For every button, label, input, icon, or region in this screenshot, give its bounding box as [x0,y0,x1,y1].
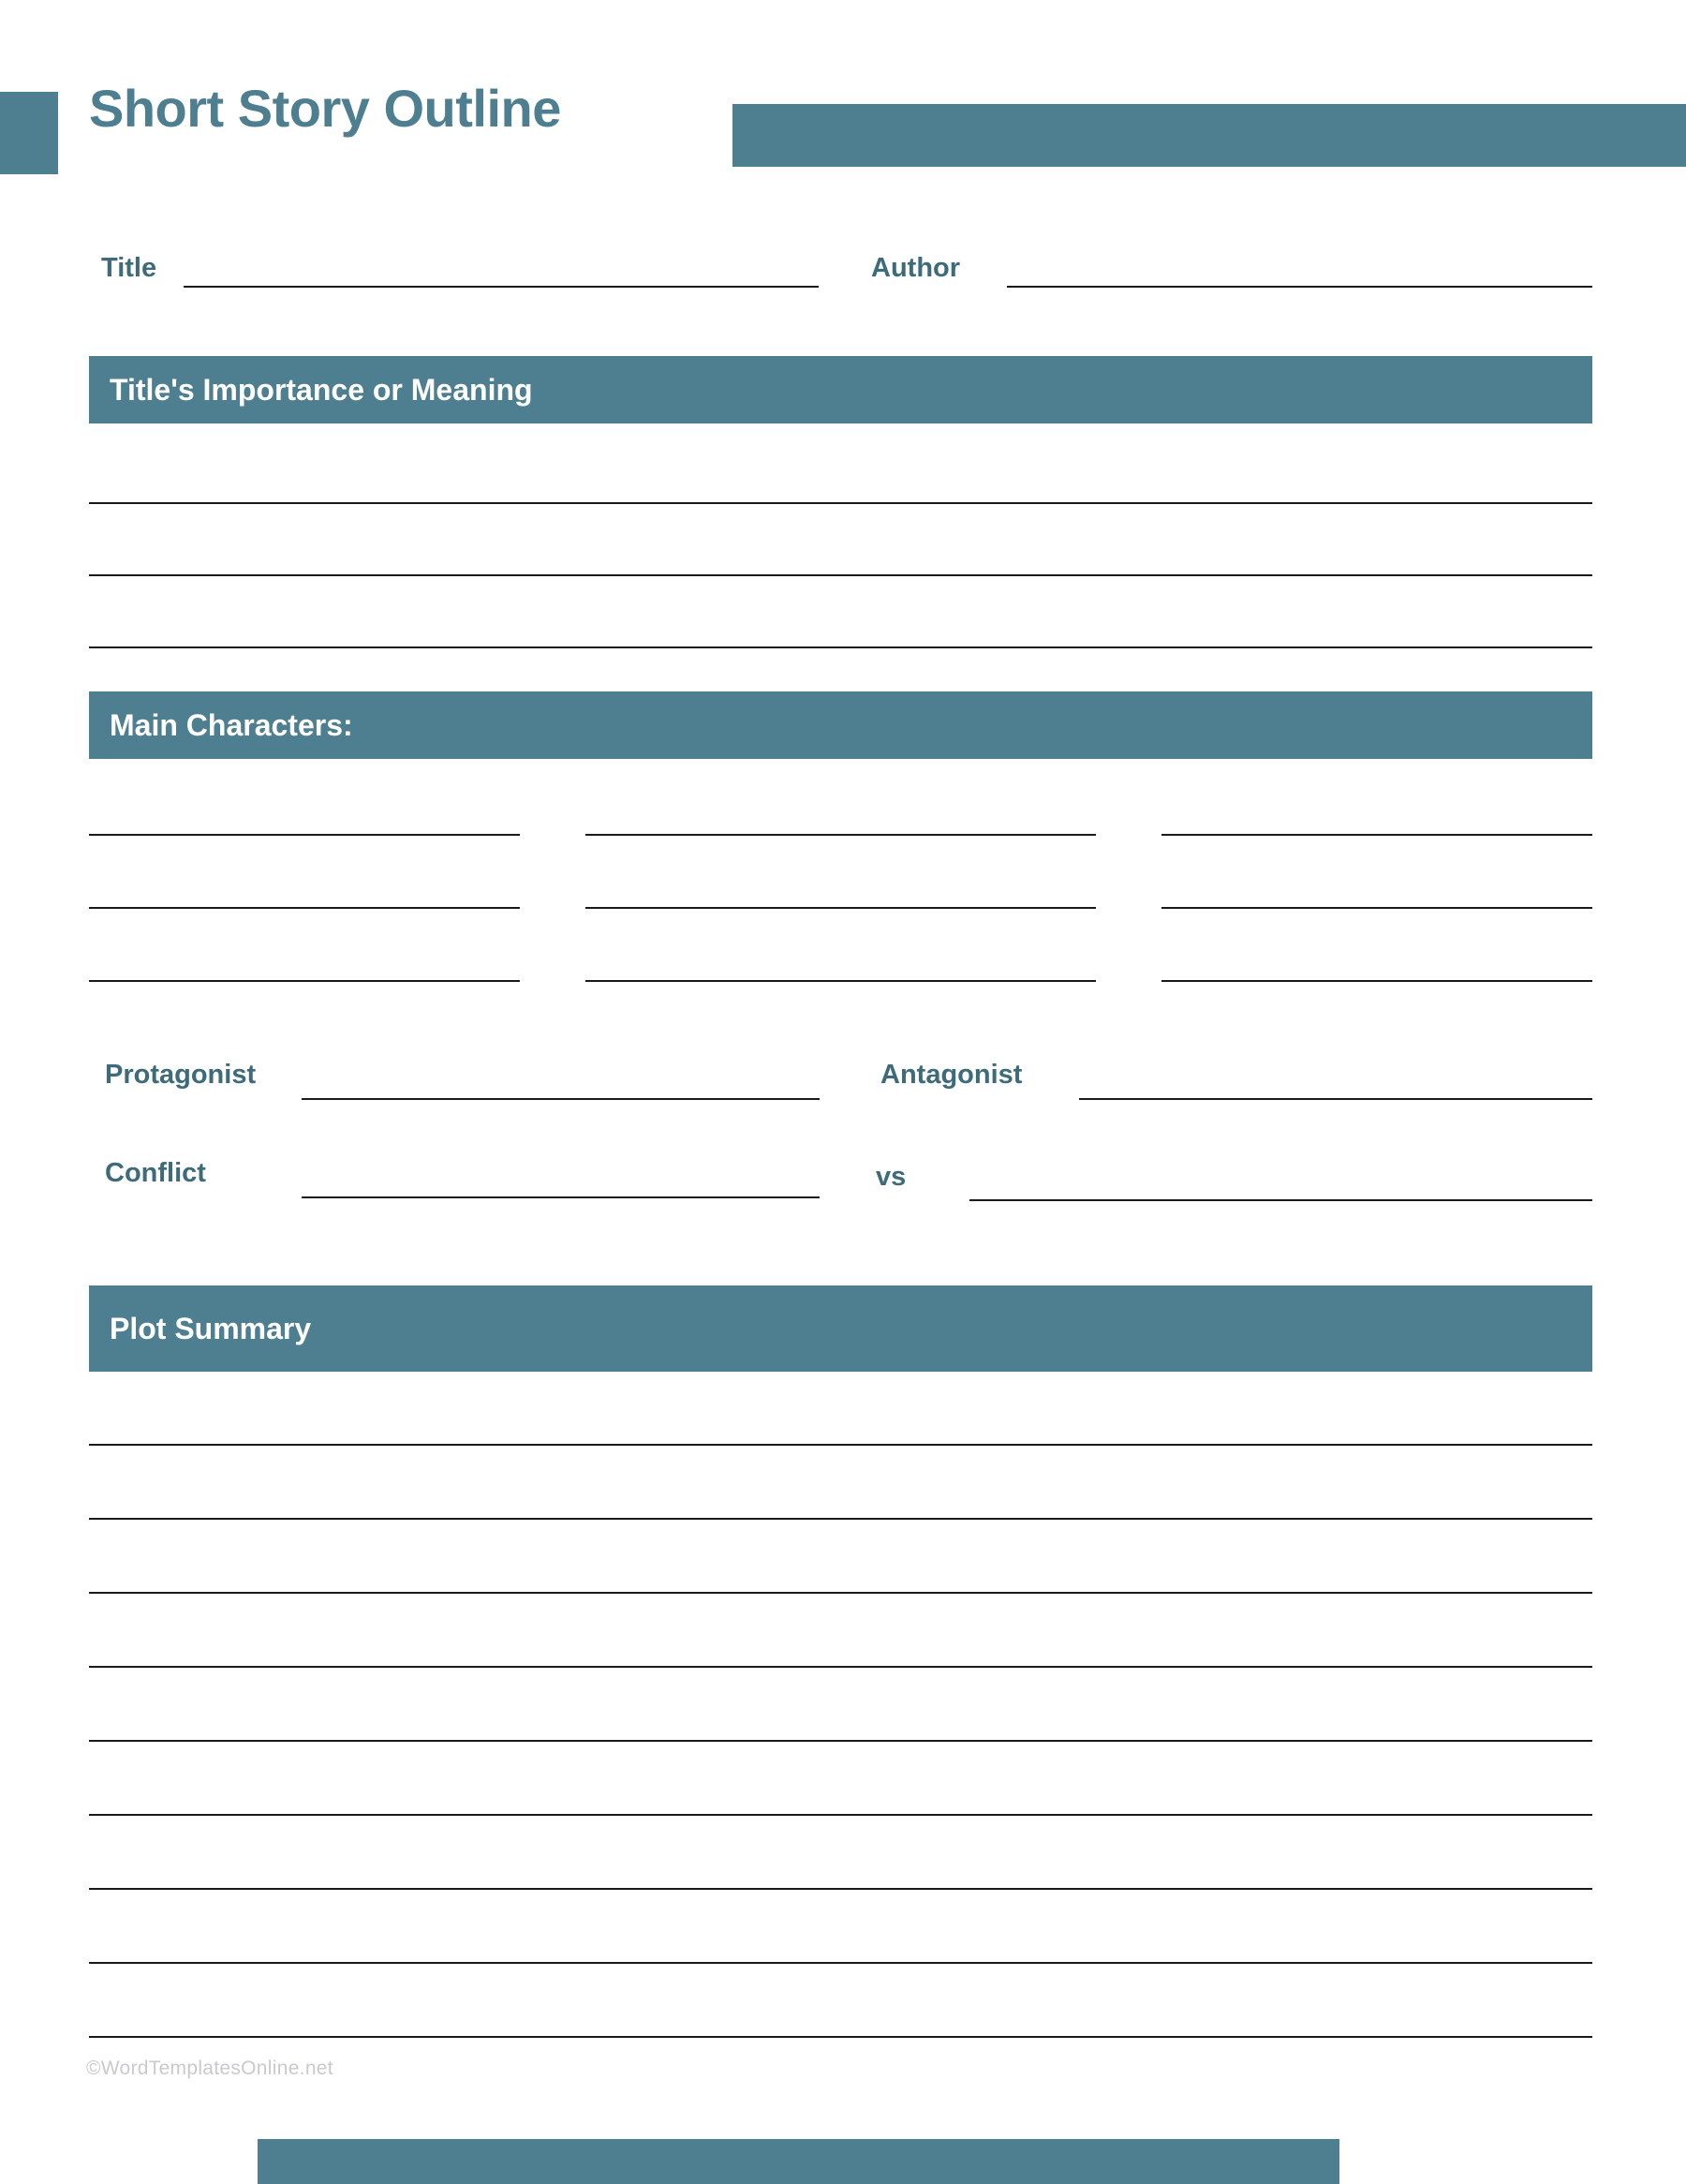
title-field-label: Title [101,253,157,283]
section-header-main-characters [89,691,1592,759]
title-importance-line-2[interactable] [89,574,1592,576]
vs-field-input[interactable] [969,1199,1592,1201]
conflict-field-label: Conflict [105,1158,206,1188]
character-line-r3c2[interactable] [585,980,1096,982]
plot-summary-line-3[interactable] [89,1592,1592,1594]
plot-summary-line-8[interactable] [89,1962,1592,1964]
title-importance-line-3[interactable] [89,646,1592,648]
section-header-plot-summary [89,1285,1592,1372]
footer-credit: ©WordTemplatesOnline.net [86,2058,333,2079]
character-line-r2c1[interactable] [89,907,520,909]
title-field-input[interactable] [184,286,819,288]
section-header-label: Title's Importance or Meaning [110,373,533,407]
header-accent-block-left [0,92,58,174]
author-field-label: Author [871,253,961,283]
character-line-r2c3[interactable] [1161,907,1592,909]
antagonist-field-label: Antagonist [880,1060,1023,1090]
title-importance-line-1[interactable] [89,502,1592,504]
plot-summary-line-2[interactable] [89,1518,1592,1520]
plot-summary-line-4[interactable] [89,1666,1592,1668]
section-header-title-importance [89,356,1592,423]
footer-accent-bar [258,2139,1339,2184]
section-header-label: Main Characters: [110,708,353,742]
page-title: Short Story Outline [89,79,561,138]
character-line-r3c3[interactable] [1161,980,1592,982]
vs-field-label: vs [876,1162,907,1192]
plot-summary-line-7[interactable] [89,1888,1592,1890]
section-header-label: Plot Summary [110,1312,312,1345]
character-line-r3c1[interactable] [89,980,520,982]
plot-summary-line-6[interactable] [89,1814,1592,1816]
plot-summary-line-5[interactable] [89,1740,1592,1742]
character-line-r1c2[interactable] [585,834,1096,836]
conflict-field-input[interactable] [302,1196,820,1198]
plot-summary-line-1[interactable] [89,1444,1592,1446]
character-line-r1c3[interactable] [1161,834,1592,836]
author-field-input[interactable] [1007,286,1592,288]
character-line-r2c2[interactable] [585,907,1096,909]
antagonist-field-input[interactable] [1079,1098,1592,1100]
plot-summary-line-9[interactable] [89,2036,1592,2038]
header-accent-bar-right [732,104,1686,167]
protagonist-field-input[interactable] [302,1098,820,1100]
protagonist-field-label: Protagonist [105,1060,257,1090]
character-line-r1c1[interactable] [89,834,520,836]
